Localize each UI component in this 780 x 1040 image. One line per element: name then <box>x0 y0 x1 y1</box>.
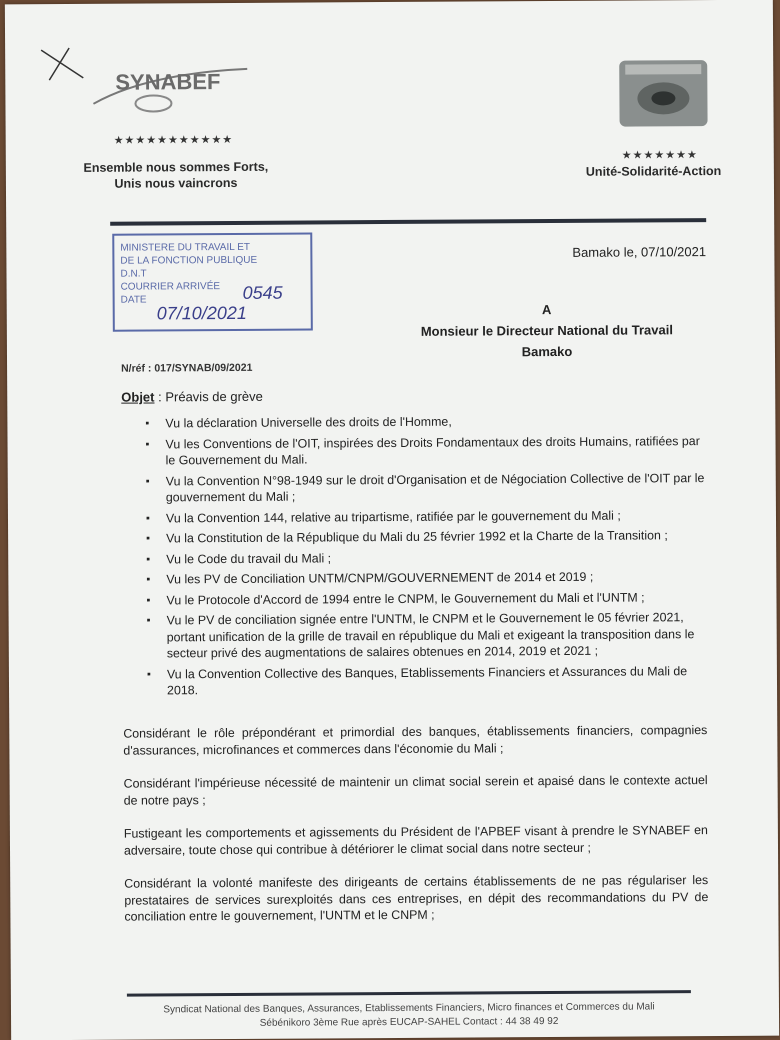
list-item: ▪ Vu la Constitution de la République du Mali du 25 février 1992 et la Charte de la Transition ; <box>146 527 706 547</box>
stamp-line2: DE LA FONCTION PUBLIQUE <box>120 254 258 267</box>
subject-text: : Préavis de grève <box>154 388 263 405</box>
addressee-a: A <box>541 302 552 318</box>
footer-rule <box>127 990 691 996</box>
reference-number: N/réf : 017/SYNAB/09/2021 <box>121 361 253 375</box>
motto-left-line1: Ensemble nous sommes Forts, <box>83 159 269 175</box>
motto-left-line2: Unis nous vaincrons <box>114 175 238 191</box>
stamp-line5: DATE <box>120 294 147 306</box>
subject-line <box>121 389 263 405</box>
ministry-received-stamp <box>112 232 313 331</box>
list-item: ▪ Vu la Convention Collective des Banques, Etablissements Financiers et Assurances du Mali de 2018. <box>147 663 707 699</box>
handwritten-x-mark <box>39 44 85 84</box>
paragraph: Considérant la volonté manifeste des dirigeants de certains établissements de ne pas régulariser les prestataires de services surexploités dans ces entreprises, en dépit des recommandations du PV de conciliation entre le gouvernement, l'UNTM et le CNPM ; <box>124 873 709 924</box>
stars-left: ★★★★★★★★★★★ <box>113 133 234 147</box>
paragraph: Fustigeant les comportements et agissements du Président de l'APBEF visant à prendre le SYNABEF en adversaire, toute chose qui contribue à détériorer le climat social dans notre secteur ; <box>123 823 708 858</box>
footer <box>107 1000 711 1032</box>
stamp-date: 07/10/2021 <box>156 302 247 324</box>
stamp-line3: D.N.T <box>120 268 147 280</box>
addressee-title: Monsieur le Directeur National du Travail <box>420 322 673 339</box>
list-item: ▪ Vu les Conventions de l'OIT, inspirées des Droits Fondamentaux des droits Humains, ratifiées par le Gouvernement du Mali. <box>145 433 705 469</box>
list-item: ▪ Vu la déclaration Universelle des droits de l'Homme, <box>145 412 705 432</box>
legal-references-list <box>145 412 707 703</box>
motto-left <box>76 159 276 192</box>
synabef-logo <box>87 63 257 116</box>
subject-label: Objet <box>121 389 155 405</box>
stamp-line1: MINISTERE DU TRAVAIL ET <box>120 241 251 254</box>
stars-right: ★★★★★★★ <box>621 149 698 162</box>
addressee-city: Bamako <box>521 343 573 360</box>
list-item: ▪ Vu le Code du travail du Mali ; <box>146 548 706 568</box>
union-emblem <box>617 58 709 129</box>
paragraph: Considérant l'impérieuse nécessité de maintenir un climat social serein et apaisé dans le contexte actuel de notre pays ; <box>123 773 708 808</box>
list-item: ▪ Vu la Convention N°98-1949 sur le droit d'Organisation et de Négociation Collective de l'OIT par le gouvernement du Mali ; <box>146 470 706 506</box>
list-item: ▪ Vu les PV de Conciliation UNTM/CNPM/GOUVERNEMENT de 2014 et 2019 ; <box>146 568 706 588</box>
list-item: ▪ Vu la Convention 144, relative au tripartisme, ratifiée par le gouvernement du Mali ; <box>146 507 706 527</box>
footer-line1: Syndicat National des Banques, Assurances, Etablissements Financiers, Micro finances et Commerces du Mali <box>163 1001 655 1016</box>
letter-page <box>5 0 779 1040</box>
addressee-block <box>397 298 697 363</box>
logo-text: SYNABEF <box>115 69 221 95</box>
stamp-number: 0545 <box>242 282 283 303</box>
footer-line2: Sébénikoro 3ème Rue après EUCAP-SAHEL Contact : 44 38 49 92 <box>259 1015 559 1029</box>
header-rule <box>110 218 706 226</box>
letter-date: Bamako le, 07/10/2021 <box>572 244 707 260</box>
stamp-line4: COURRIER ARRIVÉE <box>120 281 221 293</box>
motto-right: Unité-Solidarité-Action <box>585 163 722 179</box>
list-item: ▪ Vu le Protocole d'Accord de 1994 entre le CNPM, le Gouvernement du Mali et l'UNTM ; <box>146 589 706 609</box>
paragraph: Considérant le rôle prépondérant et primordial des banques, établissements financiers, compagnies d'assurances, microfinances et commerces dans l'économie du Mali ; <box>123 723 708 758</box>
list-item: ▪ Vu le PV de conciliation signée entre l'UNTM, le CNPM et le Gouvernement le 05 février 2021, portant unification de la grille de travail en république du Mali et exigeant la transposition dans le secteur privé des augmentations de salaires obtenues en 2014, 2019 et 2021 ; <box>147 609 707 662</box>
